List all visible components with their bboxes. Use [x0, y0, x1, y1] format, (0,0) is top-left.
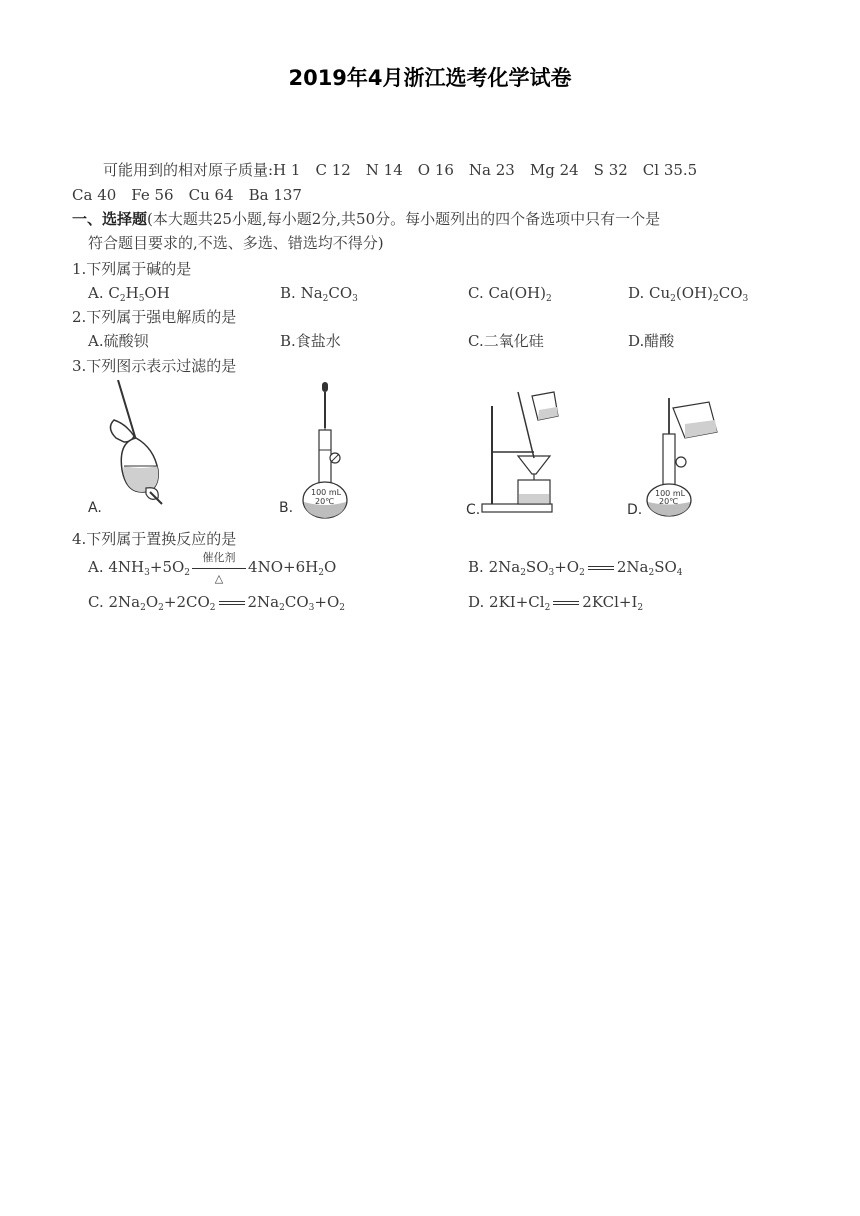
atomic-masses-line2: Ca 40 Fe 56 Cu 64 Ba 137 — [72, 186, 302, 204]
figure-c-filtration-setup — [462, 390, 562, 520]
q2-option-d: D.醋酸 — [628, 332, 675, 350]
section1-instructions-cont: 符合题目要求的,不选、多选、错选均不得分) — [88, 234, 384, 252]
q2-stem: 2.下列属于强电解质的是 — [72, 308, 237, 326]
q4-option-c: C. $2Na_2O_2+2CO_2$ $2Na_2CO_3+O_2$ — [88, 593, 345, 613]
q4-option-d: D. $2KI+Cl_2$ $2KCl+I_2$ — [468, 593, 644, 613]
figure-a-separatory-funnel — [88, 380, 178, 520]
q4-option-b: B. $2Na_2SO_3+O_2$ $2Na_2SO_4$ — [468, 558, 683, 578]
figure-b-label: B. — [279, 500, 294, 516]
atomic-masses-line1: 可能用到的相对原子质量:H 1 C 12 N 14 O 16 Na 23 Mg 24 S 32 Cl 35.5 — [103, 161, 698, 179]
catalyst-heat-arrow: 催化剂 △ — [190, 558, 248, 578]
svg-text:20℃: 20℃ — [315, 497, 335, 506]
q2-option-b: B.食盐水 — [280, 332, 341, 350]
q3-stem: 3.下列图示表示过滤的是 — [72, 357, 237, 375]
figure-b-volumetric-flask-dropper — [275, 378, 365, 520]
q4-option-a: A. $4NH_3+5O_2$ 催化剂 △ $4NO+6H_2O$ — [88, 551, 337, 585]
figure-c-label: C. — [466, 502, 481, 518]
exam-title: 2019年4月浙江选考化学试卷 — [288, 66, 572, 90]
q1-option-d: D. $Cu_2(OH)_2CO_3$ — [628, 284, 749, 304]
section1-heading: 一、选择题 — [72, 210, 148, 228]
svg-text:100 mL: 100 mL — [655, 489, 686, 498]
q1-option-b: B. $Na_2CO_3$ — [280, 284, 358, 304]
q1-stem: 1.下列属于碱的是 — [72, 260, 192, 278]
figure-a-label: A. — [88, 500, 102, 516]
q2-option-a: A.硫酸钡 — [88, 332, 149, 350]
q2-option-c: C.二氧化硅 — [468, 332, 544, 350]
svg-text:20℃: 20℃ — [659, 497, 679, 506]
q4-stem: 4.下列属于置换反应的是 — [72, 530, 237, 548]
svg-text:100 mL: 100 mL — [311, 488, 342, 497]
figure-d-transfer-to-flask — [625, 394, 725, 520]
q1-option-c: C. $Ca(OH)_2$ — [468, 284, 552, 304]
section1-instructions: (本大题共25小题,每小题2分,共50分。每小题列出的四个备选项中只有一个是 — [147, 210, 661, 228]
section1-header — [72, 209, 660, 229]
figure-d-label: D. — [627, 502, 643, 518]
q1-option-a: A. $C_2H_5OH$ — [88, 284, 170, 304]
